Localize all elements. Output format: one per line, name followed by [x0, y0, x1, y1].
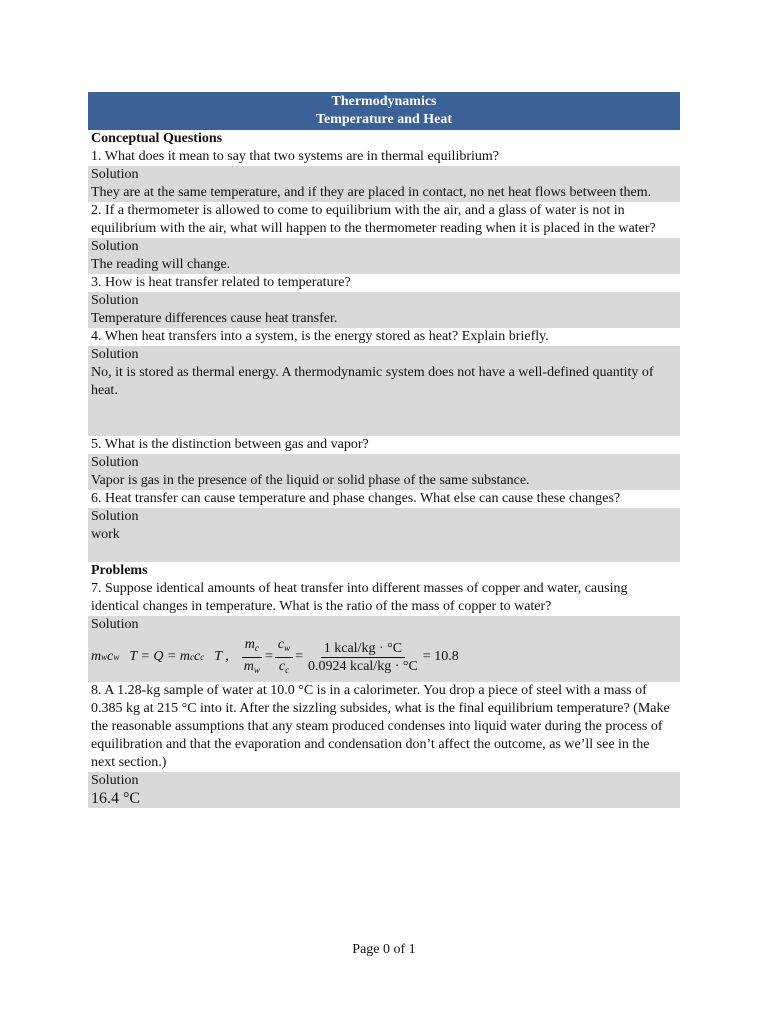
- solution-label: Solution: [88, 454, 680, 472]
- answer-2: The reading will change.: [88, 256, 680, 274]
- solution-label: Solution: [88, 616, 680, 634]
- page-footer: Page 0 of 1: [352, 942, 416, 957]
- equation-result: = 10.8: [422, 649, 459, 664]
- answer-4: No, it is stored as thermal energy. A thermodynamic system does not have a well-defined quantity of heat.: [88, 364, 680, 400]
- document-subtitle: Temperature and Heat: [315, 112, 453, 127]
- answer-6: work: [88, 526, 680, 544]
- question-2: 2. If a thermometer is allowed to come to equilibrium with the air, and a glass of water is not in equilibrium with the air, what will happen to the thermometer reading when it is placed in the water?: [91, 203, 656, 236]
- solution-label: Solution: [88, 346, 680, 364]
- solution-label: Solution: [88, 772, 680, 790]
- answer-5: Vapor is gas in the presence of the liquid or solid phase of the same substance.: [88, 472, 680, 490]
- problem-7: 7. Suppose identical amounts of heat transfer into different masses of copper and water, causing identical changes in temperature. What is the ratio of the mass of copper to water?: [91, 581, 628, 614]
- question-4: 4. When heat transfers into a system, is the energy stored as heat? Explain briefly.: [91, 329, 549, 344]
- title-banner: [88, 92, 680, 130]
- question-1: 1. What does it mean to say that two systems are in thermal equilibrium?: [91, 149, 499, 164]
- solution-label: Solution: [88, 238, 680, 256]
- worksheet: [88, 92, 680, 808]
- equation-block: [88, 634, 680, 682]
- question-5: 5. What is the distinction between gas and vapor?: [91, 437, 369, 452]
- answer-3: Temperature differences cause heat transfer.: [88, 310, 680, 328]
- document-title: Thermodynamics: [331, 94, 437, 109]
- question-3: 3. How is heat transfer related to temperature?: [91, 275, 351, 290]
- numeric-fraction: $\frac{\text{1 kcal/kg · °C}}{\text{0.0924 kcal/kg · °C}}$: [307, 640, 418, 674]
- question-6: 6. Heat transfer can cause temperature and phase changes. What else can cause these changes?: [91, 491, 621, 506]
- answer-1: They are at the same temperature, and if they are placed in contact, no net heat flows between them.: [88, 184, 680, 202]
- answer-8: 16.4 °C: [88, 790, 680, 808]
- section-heading-problems: Problems: [91, 563, 148, 578]
- mass-ratio-fraction: $\frac{m_c}{m_w}$: [243, 636, 260, 675]
- problem-8: 8. A 1.28-kg sample of water at 10.0 °C is in a calorimeter. You drop a piece of steel with a mass of 0.385 kg at 215 °C into it. After the sizzling subsides, what is the final equilibrium temperature? (Make the reasonable assumptions that any steam produced condenses into liquid water during the process of equilibration and that the evaporation and condensation don’t affect the outcome, as we’ll see in the next section.): [91, 683, 670, 770]
- ratio-equation: m w c w T = Q = m c c c T , $\frac{m_c}{m_w}$ = $\frac{c_w}{c_c}$ = $\frac{\text{1 kcal/kg · °C}}{\text{0.0924 kcal/kg · °C}}$ = 10.8: [91, 637, 459, 677]
- solution-label: Solution: [88, 166, 680, 184]
- answer-spacer: [88, 544, 680, 562]
- solution-label: Solution: [88, 292, 680, 310]
- answer-spacer: [88, 400, 680, 436]
- specific-heat-ratio-fraction: $\frac{c_w}{c_c}$: [275, 636, 293, 679]
- solution-label: Solution: [88, 508, 680, 526]
- section-heading-conceptual: Conceptual Questions: [91, 131, 223, 146]
